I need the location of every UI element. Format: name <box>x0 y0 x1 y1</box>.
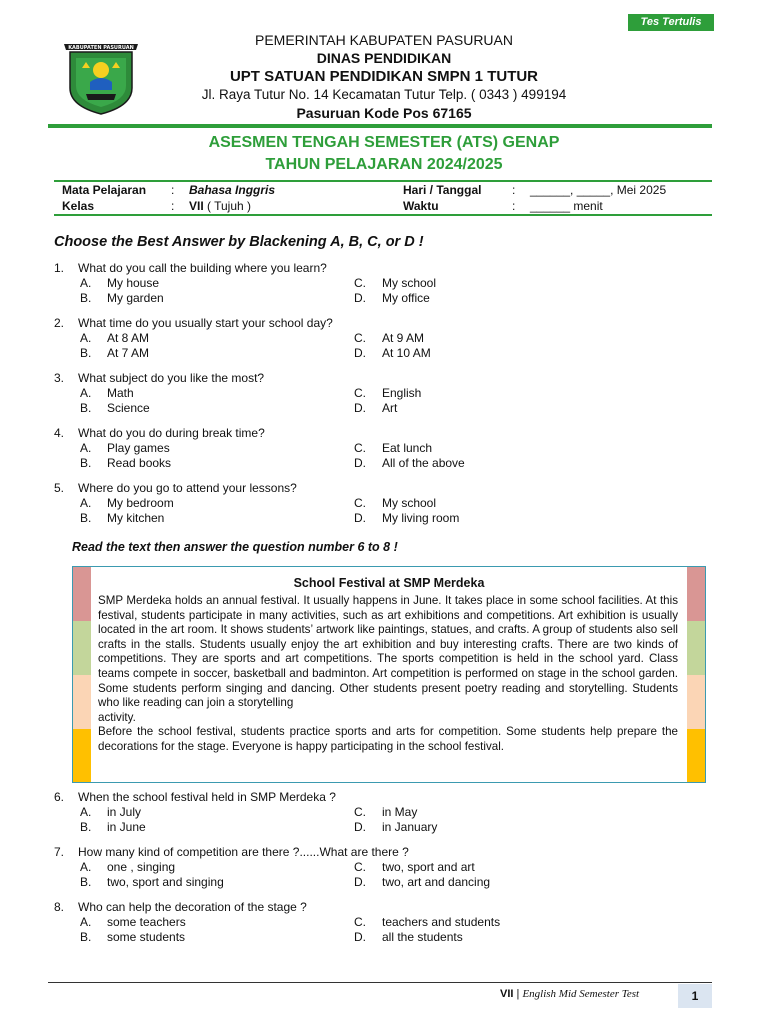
option-letter-a: A. <box>80 331 92 345</box>
footer-separator: | <box>516 988 520 1000</box>
option-d[interactable]: all the students <box>382 930 463 944</box>
option-d[interactable]: in January <box>382 820 438 834</box>
info-top-rule <box>54 180 712 182</box>
option-letter-c: C. <box>354 496 366 510</box>
option-b[interactable]: Read books <box>107 456 172 470</box>
footer-test-name: English Mid Semester Test <box>522 988 640 1000</box>
option-c[interactable]: teachers and students <box>382 915 501 929</box>
option-d[interactable]: At 10 AM <box>382 346 431 360</box>
header-department: DINAS PENDIDIKAN <box>316 50 452 66</box>
option-a[interactable]: Play games <box>107 441 170 455</box>
instruction: Choose the Best Answer by Blackening A, B, C, or D ! <box>54 234 424 250</box>
date-label: Hari / Tanggal <box>403 183 482 197</box>
question-number: 4. <box>54 426 65 440</box>
subject-value: Bahasa Inggris <box>189 183 276 197</box>
color-stripe-left <box>73 675 91 729</box>
option-a[interactable]: My bedroom <box>107 496 174 510</box>
option-d[interactable]: My living room <box>382 511 460 525</box>
option-c[interactable]: English <box>382 386 422 400</box>
option-c[interactable]: At 9 AM <box>382 331 425 345</box>
exam-title: ASESMEN TENGAH SEMESTER (ATS) GENAP <box>208 134 560 151</box>
option-letter-b: B. <box>80 456 92 470</box>
option-letter-b: B. <box>80 930 92 944</box>
option-d[interactable]: All of the above <box>382 456 465 470</box>
colon: : <box>512 199 516 213</box>
option-d[interactable]: two, art and dancing <box>382 875 491 889</box>
option-letter-b: B. <box>80 511 92 525</box>
option-a[interactable]: My house <box>107 276 160 290</box>
option-letter-d: D. <box>354 291 366 305</box>
option-letter-c: C. <box>354 386 366 400</box>
color-stripe-right <box>687 675 705 729</box>
option-a[interactable]: some teachers <box>107 915 186 929</box>
question-text: What subject do you like the most? <box>78 371 265 385</box>
question-number: 3. <box>54 371 65 385</box>
color-stripe-right <box>687 621 705 675</box>
subject-label: Mata Pelajaran <box>62 183 147 197</box>
option-letter-d: D. <box>354 930 366 944</box>
reading-paragraph-1: SMP Merdeka holds an annual festival. It usually happens in June. It takes place in some school facilities. At this festival, students participate in many activities, such as art exhibitions and competitions. Art exhibition is usually located in the art room. It shows students’ artwork like paintings, statues, and crafts. A group of students also sell crafts in the stalls. Students usually enjoy the art exhibition and buy interesting crafts. There are two kinds of competitions. They are sports and art competitions. The sports competition is held in the school yard. Class teams compete in soccer, basketball and badminton. Art competition is performed on stage in the school garden. Some students perform singing and dancing. Other students present poetry reading and storytelling. Students who like reading can join a storytelling <box>98 594 678 710</box>
header-divider <box>48 124 712 128</box>
option-letter-c: C. <box>354 915 366 929</box>
reading-paragraph-1-end: activity. <box>98 710 136 724</box>
option-b[interactable]: At 7 AM <box>107 346 150 360</box>
question-text: What do you do during break time? <box>78 426 265 440</box>
option-letter-b: B. <box>80 291 92 305</box>
option-letter-a: A. <box>80 915 92 929</box>
academic-year: TAHUN PELAJARAN 2024/2025 <box>265 156 503 173</box>
option-b[interactable]: in June <box>107 820 146 834</box>
option-c[interactable]: in May <box>382 805 418 819</box>
reading-title: School Festival at SMP Merdeka <box>293 576 485 590</box>
question-number: 6. <box>54 790 65 804</box>
date-value: ______, _____, Mei 2025 <box>530 183 667 197</box>
option-letter-b: B. <box>80 346 92 360</box>
color-stripe-left <box>73 729 91 782</box>
option-letter-b: B. <box>80 875 92 889</box>
option-letter-c: C. <box>354 276 366 290</box>
reading-paragraph-2: Before the school festival, students practice sports and arts for competition. Some students help prepare the decorations for the stage. Everyone is happy participating in the school festival. <box>98 725 678 753</box>
time-value: ______ menit <box>530 199 603 213</box>
option-a[interactable]: At 8 AM <box>107 331 150 345</box>
footer-label <box>500 988 639 1000</box>
option-letter-c: C. <box>354 805 366 819</box>
option-a[interactable]: Math <box>107 386 134 400</box>
page-number: 1 <box>678 984 712 1008</box>
option-letter-d: D. <box>354 456 366 470</box>
color-stripe-right <box>687 567 705 621</box>
option-a[interactable]: in July <box>107 805 142 819</box>
class-value-rest: ( Tujuh ) <box>203 199 252 213</box>
option-c[interactable]: My school <box>382 276 437 290</box>
question-number: 8. <box>54 900 65 914</box>
color-stripe-left <box>73 567 91 621</box>
option-b[interactable]: My kitchen <box>107 511 165 525</box>
question-number: 2. <box>54 316 65 330</box>
option-a[interactable]: one , singing <box>107 860 176 874</box>
header-address: Jl. Raya Tutur No. 14 Kecamatan Tutur Telp. ( 0343 ) 499194 <box>201 87 567 102</box>
option-c[interactable]: two, sport and art <box>382 860 475 874</box>
question-text: How many kind of competition are there ?......What are there ? <box>78 845 409 859</box>
option-letter-c: C. <box>354 441 366 455</box>
header-government: PEMERINTAH KABUPATEN PASURUAN <box>254 32 513 48</box>
option-c[interactable]: My school <box>382 496 437 510</box>
colon: : <box>171 199 175 213</box>
class-value <box>189 199 251 213</box>
option-letter-a: A. <box>80 386 92 400</box>
header-postcode: Pasuruan Kode Pos 67165 <box>296 105 472 121</box>
question-number: 5. <box>54 481 65 495</box>
class-label: Kelas <box>62 199 95 213</box>
question-text: When the school festival held in SMP Merdeka ? <box>78 790 336 804</box>
footer-class: VII <box>500 988 514 1000</box>
header-school: UPT SATUAN PENDIDIKAN SMPN 1 TUTUR <box>229 68 539 85</box>
option-b[interactable]: My garden <box>107 291 164 305</box>
option-letter-c: C. <box>354 331 366 345</box>
test-type-badge: Tes Tertulis <box>628 14 714 31</box>
option-letter-d: D. <box>354 511 366 525</box>
question-number: 1. <box>54 261 65 275</box>
color-stripe-left <box>73 621 91 675</box>
option-b[interactable]: two, sport and singing <box>107 875 224 889</box>
option-letter-d: D. <box>354 875 366 889</box>
option-b[interactable]: Science <box>107 401 150 415</box>
option-letter-d: D. <box>354 820 366 834</box>
svg-text:KABUPATEN PASURUAN: KABUPATEN PASURUAN <box>68 45 134 51</box>
option-b[interactable]: some students <box>107 930 186 944</box>
question-text: What do you call the building where you learn? <box>78 261 327 275</box>
question-text: Where do you go to attend your lessons? <box>78 481 297 495</box>
option-letter-a: A. <box>80 441 92 455</box>
option-d[interactable]: Art <box>382 401 398 415</box>
option-d[interactable]: My office <box>382 291 430 305</box>
option-c[interactable]: Eat lunch <box>382 441 433 455</box>
option-letter-a: A. <box>80 496 92 510</box>
option-letter-a: A. <box>80 276 92 290</box>
class-value-main: VII <box>189 199 204 213</box>
footer-rule <box>48 982 712 983</box>
option-letter-d: D. <box>354 346 366 360</box>
color-stripe-right <box>687 729 705 782</box>
option-letter-a: A. <box>80 805 92 819</box>
question-number: 7. <box>54 845 65 859</box>
option-letter-a: A. <box>80 860 92 874</box>
info-bottom-rule <box>54 214 712 216</box>
option-letter-d: D. <box>354 401 366 415</box>
option-letter-b: B. <box>80 401 92 415</box>
reading-instruction: Read the text then answer the question number 6 to 8 ! <box>72 540 398 554</box>
time-label: Waktu <box>403 199 439 213</box>
question-text: Who can help the decoration of the stage ? <box>78 900 307 914</box>
colon: : <box>171 183 175 197</box>
question-text: What time do you usually start your school day? <box>78 316 333 330</box>
reading-body <box>98 594 678 755</box>
colon: : <box>512 183 516 197</box>
option-letter-c: C. <box>354 860 366 874</box>
option-letter-b: B. <box>80 820 92 834</box>
